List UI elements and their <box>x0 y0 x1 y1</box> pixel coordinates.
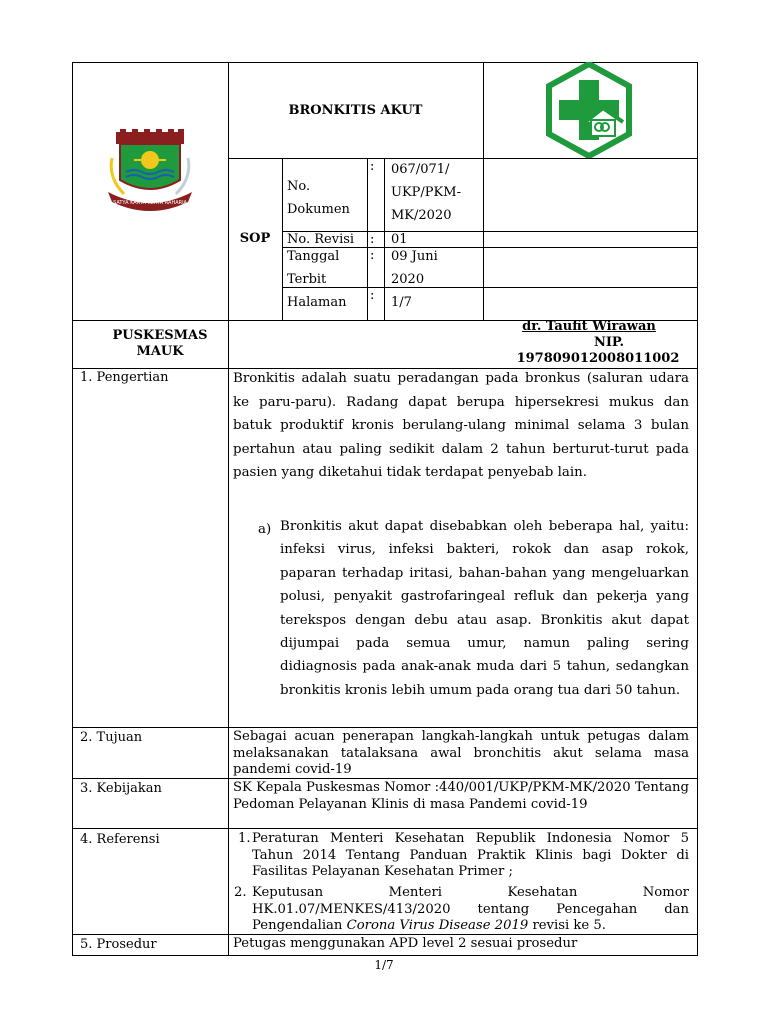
field-sep: : <box>370 288 375 303</box>
section-label-kebijakan: 3. Kebijakan <box>80 781 162 796</box>
signatory-nip: 197809012008011002 <box>516 351 680 366</box>
pengertian-item-text: Bronkitis akut dapat disebabkan oleh beberapa hal, yaitu: infeksi virus, infeksi bakteri, rokok dan asap rokok, paparan terhadap iritasi, bahan-bahan yang mengeluarkan polusi, penyakit gastrofaringeal refluk dan pekerja yang terekspos dengan debu atau asap. Bronkitis akut dapat dijumpai pada semua umur, namun paling sering didiagnosis pada anak-anak muda dari 5 tahun, sedangkan bronkitis kronis lebih umum pada orang tua dari 50 tahun. <box>280 519 689 698</box>
field-label-tanggal-terbit: Tanggal Terbit <box>287 249 340 287</box>
signatory-name: dr. Taufit Wirawan <box>522 319 656 334</box>
referensi-item-2-text: Keputusan Menteri Kesehatan Nomor HK.01.07/MENKES/413/2020 tentang Pencegahan dan Pengendalian <box>252 885 689 933</box>
field-label-halaman: Halaman <box>287 295 347 310</box>
pengertian-paragraph: Bronkitis adalah suatu peradangan pada bronkus (saluran udara ke paru-paru). Radang dapat berupa hipersekresi mukus dan batuk produktif kronis berulang-ulang minimal selama 3 bulan pertahun atau paling sedikit dalam 2 tahun berturut-turut pada pasien yang diketahui tidak terdapat penyebab lain. <box>233 371 689 481</box>
sop-label: SOP <box>239 231 271 246</box>
referensi-marker-2: 2. <box>234 885 247 900</box>
referensi-item-2 <box>252 885 689 935</box>
field-sep: : <box>370 159 375 174</box>
puskesmas-logo <box>541 62 637 158</box>
field-label-no-revisi: No. Revisi <box>287 232 355 247</box>
field-sep: : <box>370 232 375 247</box>
field-label-no-dokumen: No. Dokumen <box>287 179 350 217</box>
section-label-pengertian: 1. Pengertian <box>80 370 169 385</box>
page-number: 1/7 <box>374 958 394 972</box>
section-label-tujuan: 2. Tujuan <box>80 730 143 745</box>
referensi-item-2-italic: Corona Virus Disease 2019 <box>346 918 529 933</box>
section-label-referensi: 4. Referensi <box>80 832 160 847</box>
field-value-no-dokumen: 067/071/ UKP/PKM-MK/2020 <box>391 162 461 223</box>
field-value-halaman: 1/7 <box>391 295 412 310</box>
field-sep: : <box>370 248 375 263</box>
pengertian-item-marker: a) <box>258 522 272 537</box>
section-label-prosedur: 5. Prosedur <box>80 937 157 952</box>
referensi-marker-1: 1. <box>238 831 251 846</box>
referensi-item-1: Peraturan Menteri Kesehatan Republik Indonesia Nomor 5 Tahun 2014 Tentang Panduan Praktik Klinis bagi Dokter di Fasilitas Pelayanan Kesehatan Primer ; <box>252 831 689 879</box>
document-title: BRONKITIS AKUT <box>288 103 423 118</box>
regency-logo <box>104 128 196 214</box>
referensi-item-2-tail: revisi ke 5. <box>528 918 606 933</box>
logo-motto: SATYA KARYA KERTA RAHARJA <box>113 200 187 206</box>
prosedur-text: Petugas menggunakan APD level 2 sesuai prosedur <box>233 936 578 951</box>
field-value-no-revisi: 01 <box>391 232 408 247</box>
signatory-nip-label: NIP. <box>593 335 625 350</box>
field-value-tanggal-terbit: 09 Juni 2020 <box>391 249 438 287</box>
kebijakan-text: SK Kepala Puskesmas Nomor :440/001/UKP/PKM-MK/2020 Tentang Pedoman Pelayanan Klinis di masa Pandemi covid-19 <box>233 780 689 812</box>
tujuan-text: Sebagai acuan penerapan langkah-langkah untuk petugas dalam melaksanakan tatalaksana awal bronchitis akut selama masa pandemi covid-19 <box>233 729 689 777</box>
puskesmas-name: PUSKESMAS MAUK <box>112 328 208 359</box>
